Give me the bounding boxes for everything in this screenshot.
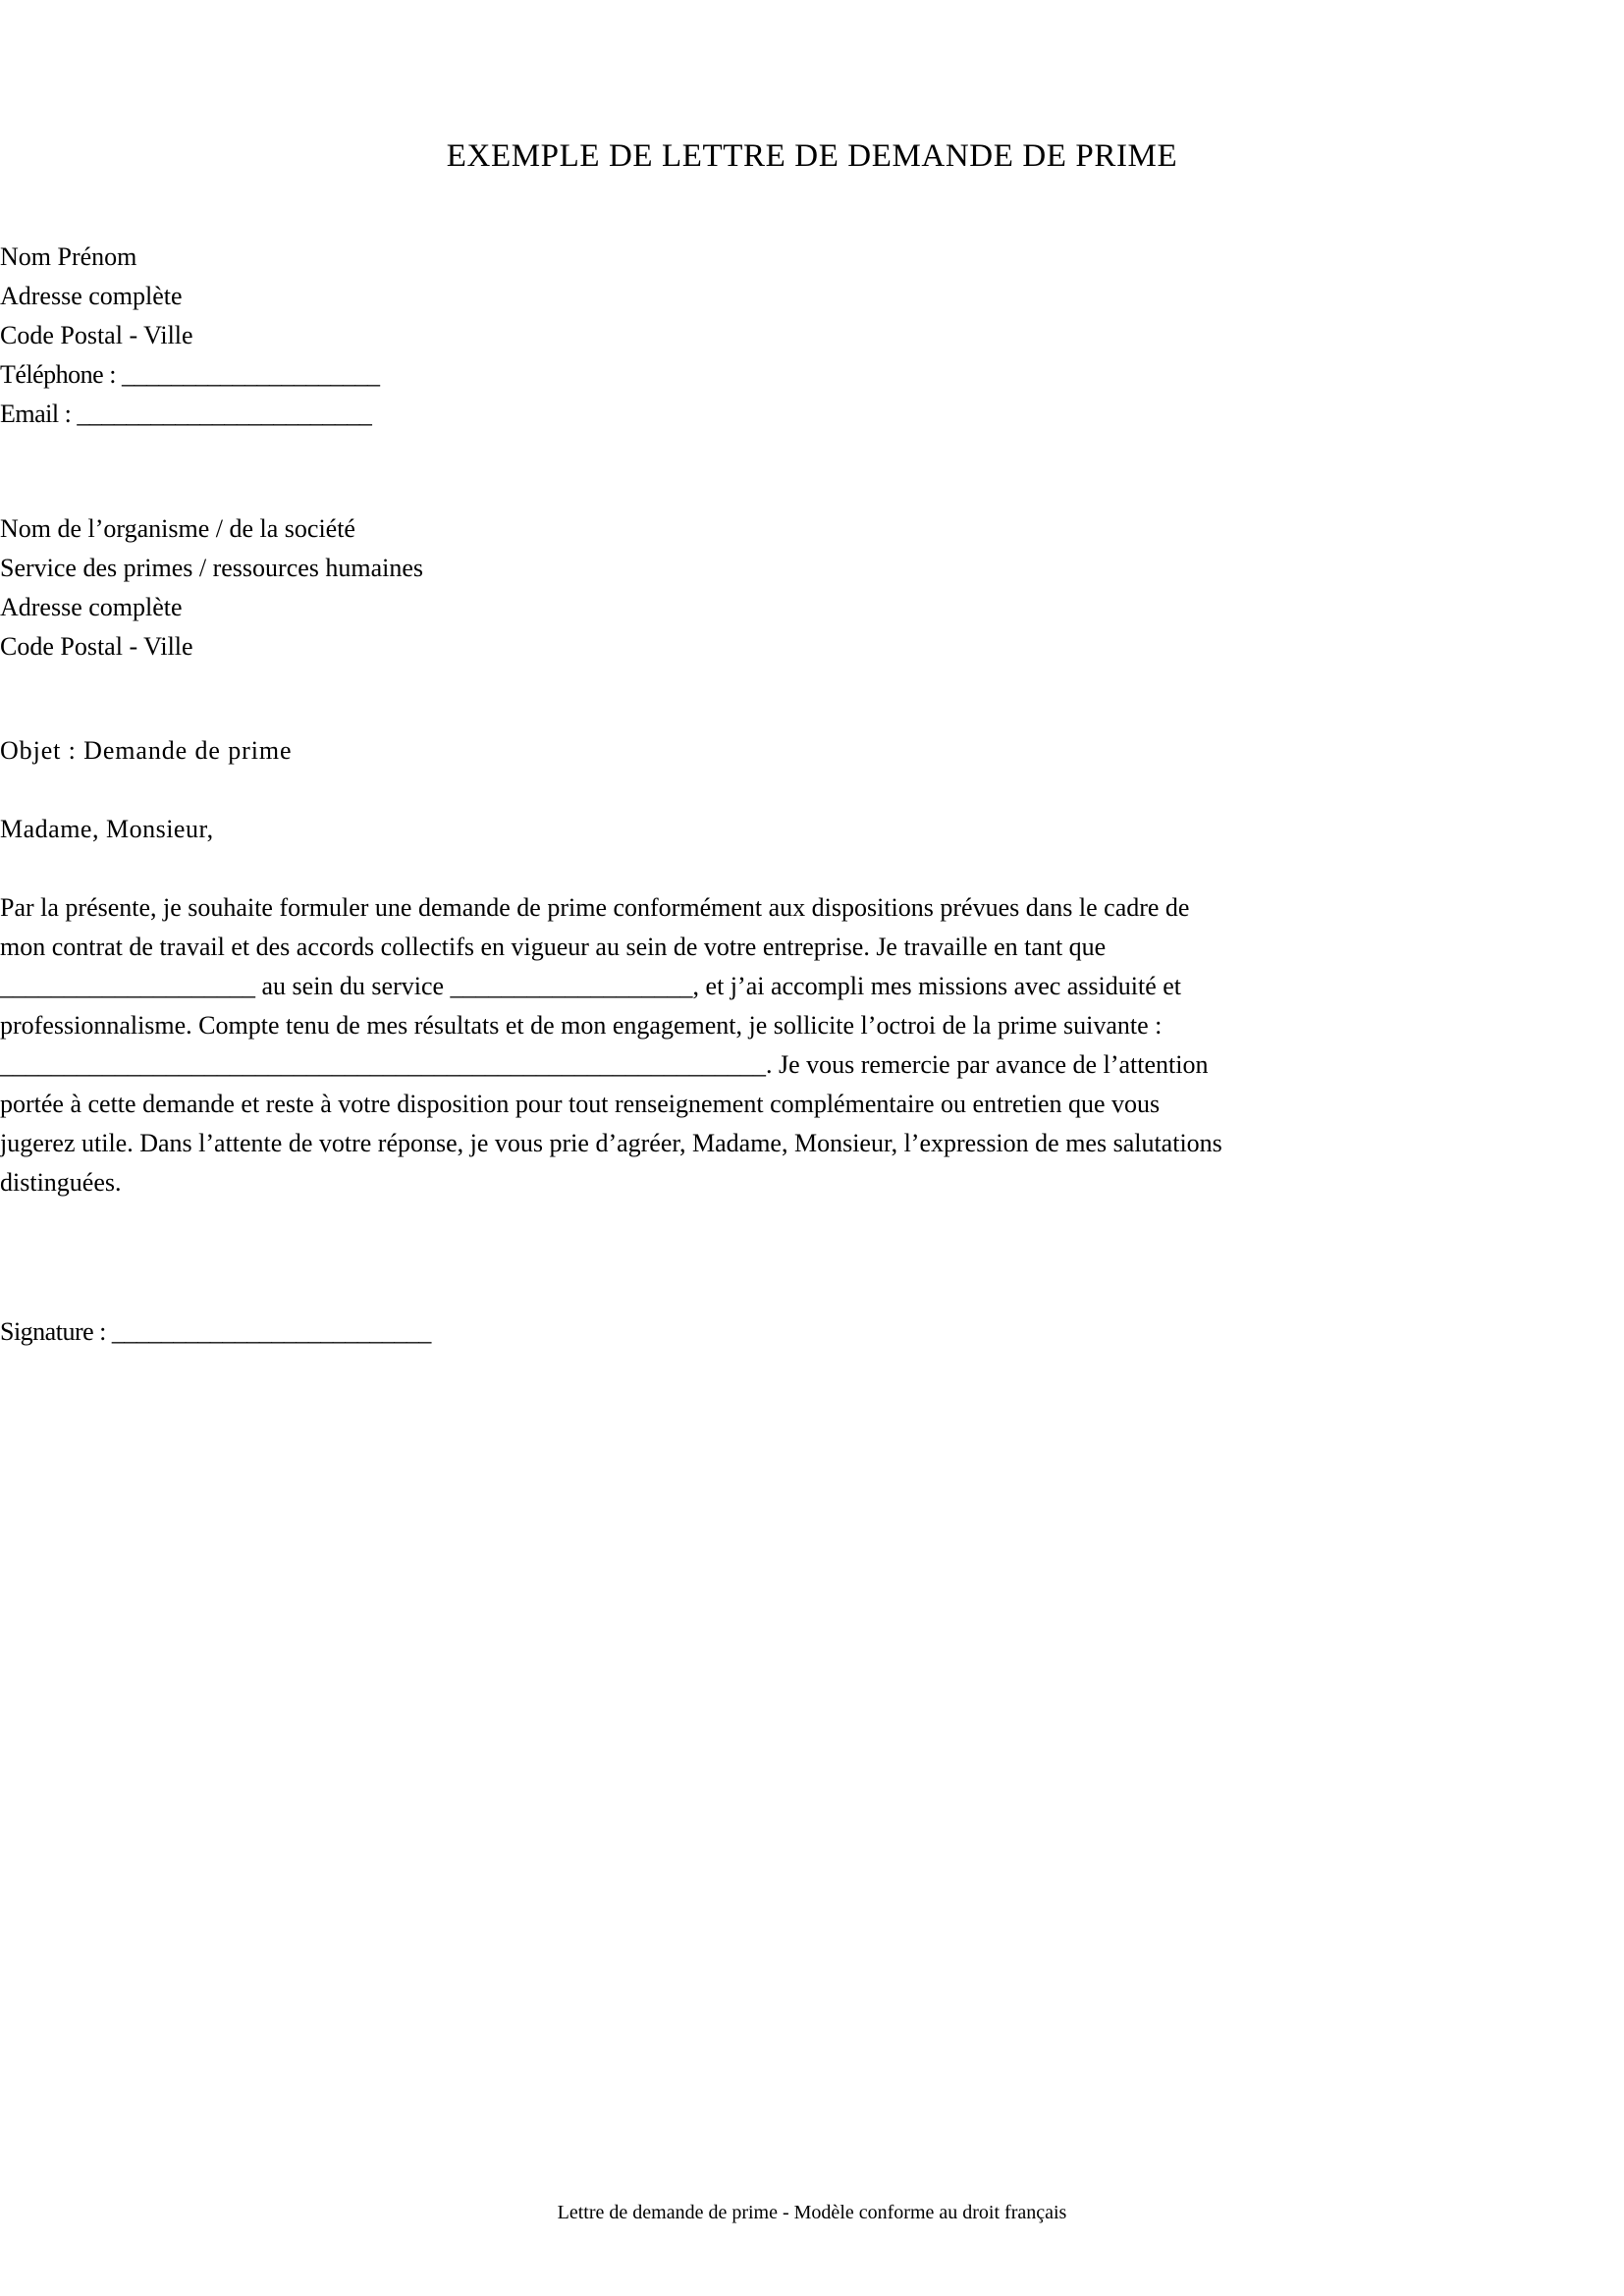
subject-line [0, 731, 1321, 771]
signature-field[interactable]: Signature : __________________________ [0, 1317, 431, 1346]
sender-email-field[interactable]: Email : ________________________ [0, 400, 372, 428]
recipient-organisation: Nom de l’organisme / de la société [0, 514, 355, 543]
sender-phone-field[interactable]: Téléphone : _____________________ [0, 360, 380, 389]
salutation [0, 810, 1321, 849]
recipient-address: Adresse complète [0, 593, 183, 621]
recipient-department: Service des primes / ressources humaines [0, 554, 424, 582]
body-line-1: Par la présente, je souhaite formuler une demande de prime conformément aux dispositions prévues dans le cadre de [0, 893, 1190, 922]
body-line-8: distinguées. [0, 1168, 122, 1197]
sender-address: Adresse complète [0, 282, 183, 310]
body-line-6: portée à cette demande et reste à votre disposition pour tout renseignement complémentaire ou entretien que vous [0, 1090, 1161, 1118]
recipient-city: Code Postal - Ville [0, 632, 193, 661]
sender-name: Nom Prénom [0, 242, 137, 271]
body-paragraph [0, 888, 1324, 1202]
body-line-2: mon contrat de travail et des accords collectifs en vigueur au sein de votre entreprise. Je travaille en tant que [0, 933, 1107, 961]
salutation-text: Madame, Monsieur, [0, 815, 214, 843]
body-line-7: jugerez utile. Dans l’attente de votre réponse, je vous prie d’agréer, Madame, Monsieur, l’expression de mes salutations [0, 1129, 1222, 1157]
recipient-address-block [0, 509, 1321, 667]
body-line-3-role-service-blanks[interactable]: ____________________ au sein du service ___________________, et j’ai accompli mes missions avec assiduité et [0, 972, 1182, 1000]
page-title: EXEMPLE DE LETTRE DE DEMANDE DE PRIME [446, 138, 1178, 175]
signature-block [0, 1312, 1321, 1352]
body-line-5-bonus-blank[interactable]: ____________________________________________________________. Je vous remercie par avance de l’attention [0, 1050, 1209, 1079]
page-footer: Lettre de demande de prime - Modèle conforme au droit français [557, 2202, 1067, 2223]
subject-text: Objet : Demande de prime [0, 736, 293, 765]
sender-city: Code Postal - Ville [0, 321, 193, 349]
body-line-4: professionnalisme. Compte tenu de mes résultats et de mon engagement, je sollicite l’octroi de la prime suivante : [0, 1011, 1163, 1040]
sender-address-block [0, 238, 1321, 434]
